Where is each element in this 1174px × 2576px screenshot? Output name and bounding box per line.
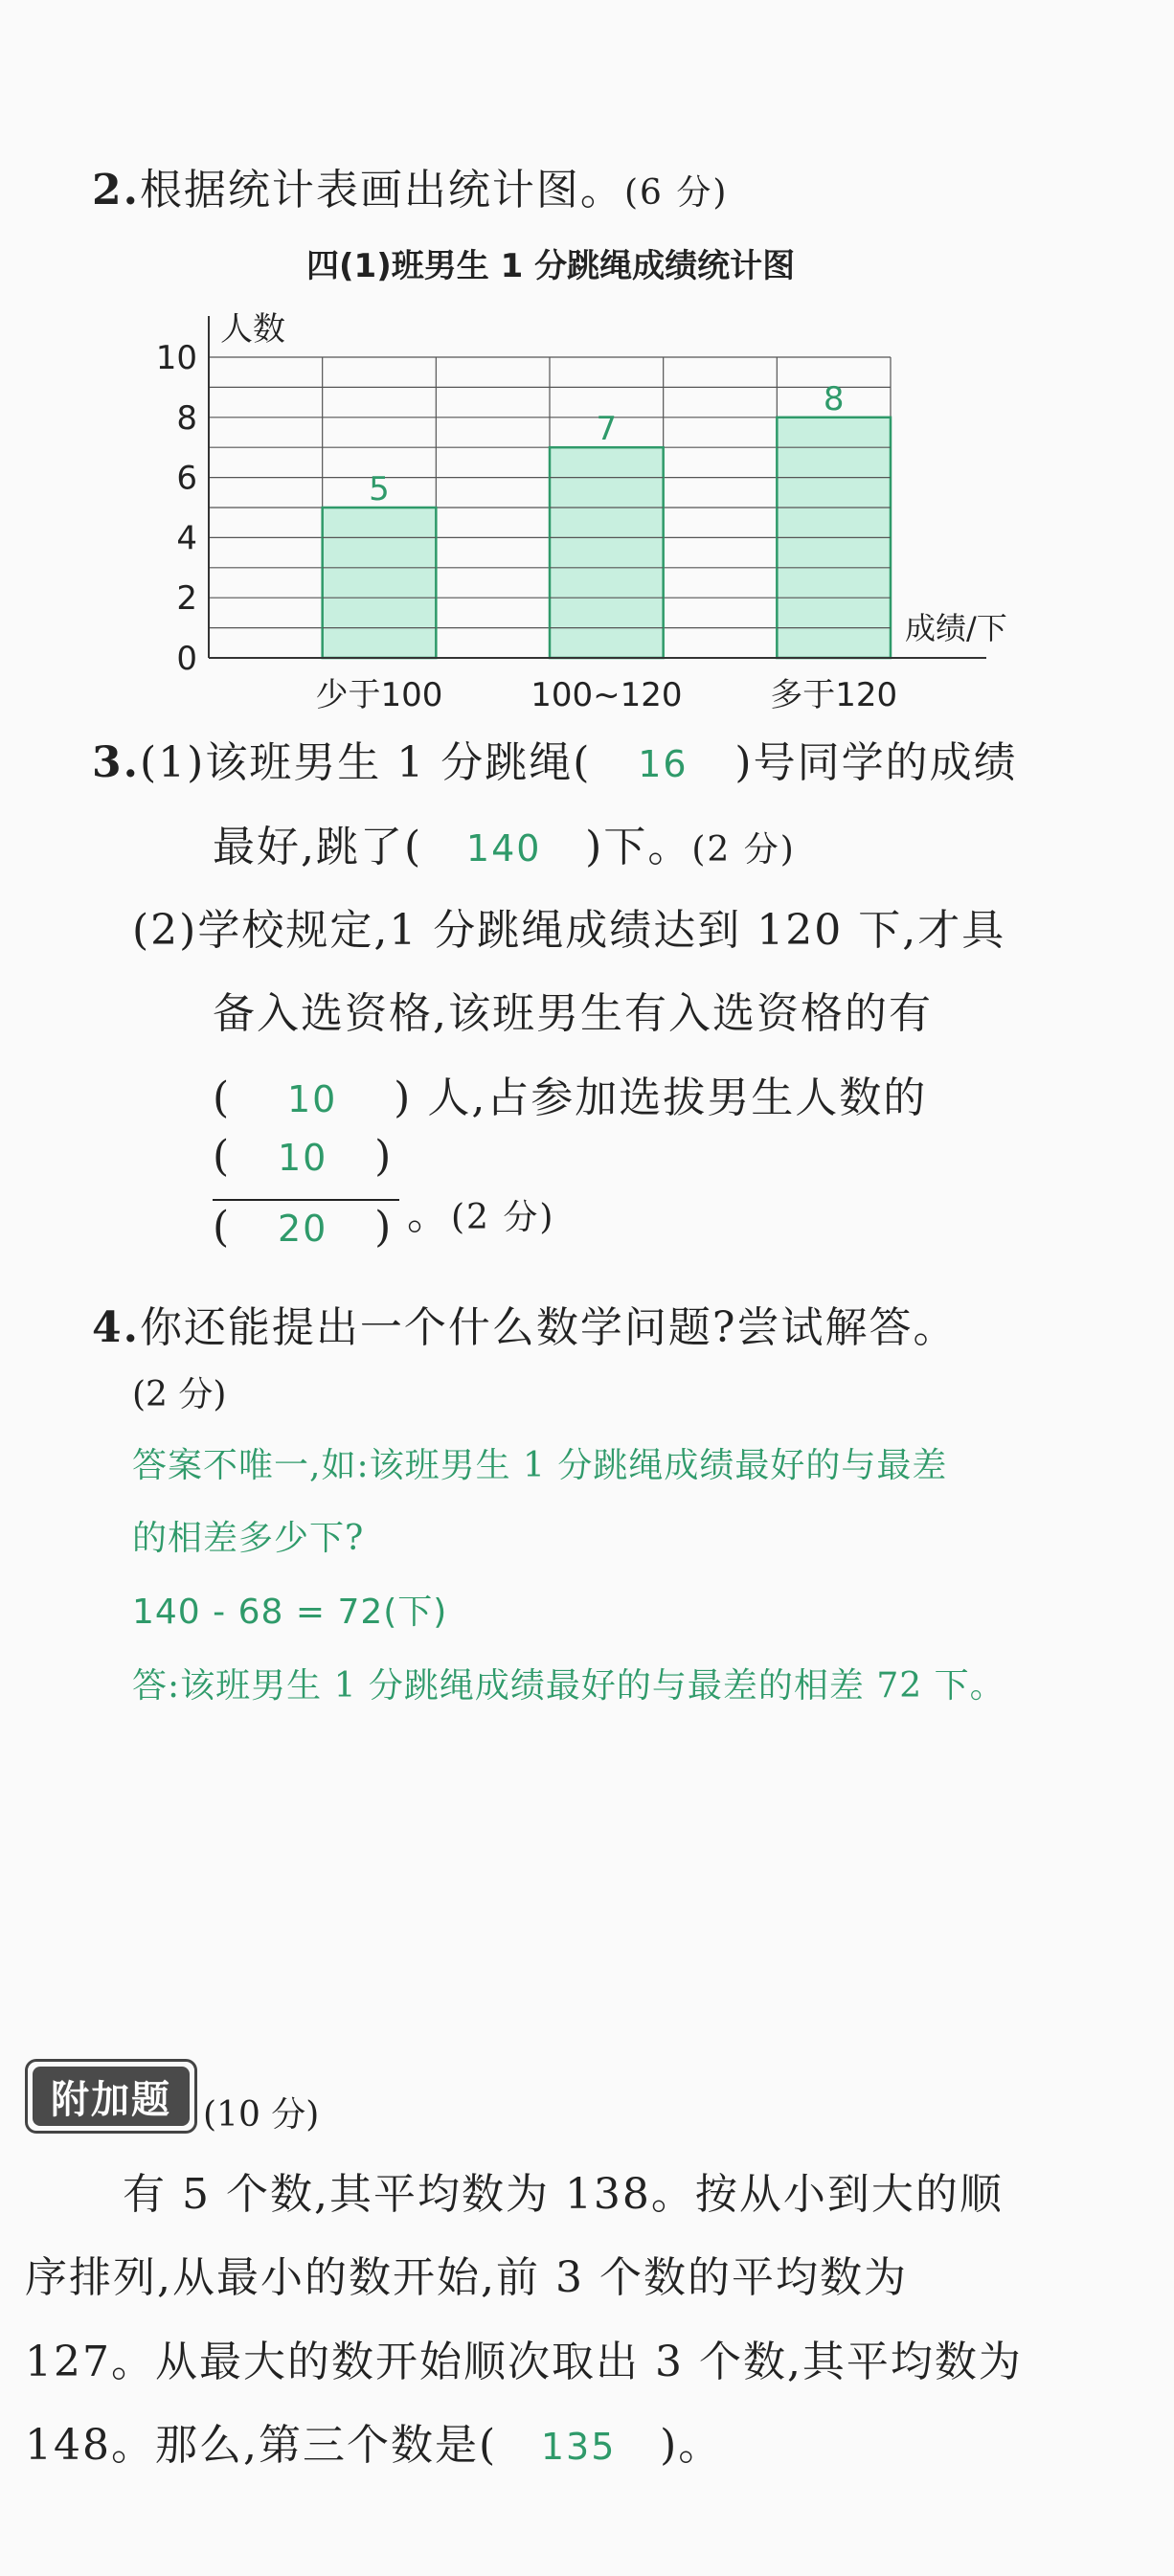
- q4-number: 4.: [92, 1303, 140, 1352]
- paren-open: (: [213, 1132, 232, 1181]
- paren-close: ): [374, 1203, 394, 1252]
- q4-heading: [92, 1293, 958, 1354]
- q2-heading: [92, 155, 728, 216]
- extra-points: (10 分): [203, 2095, 320, 2135]
- extra-line1: 有 5 个数,其平均数为 138。按从小到大的顺: [123, 2170, 1004, 2219]
- bar: [550, 447, 664, 658]
- y-axis-label: 人数: [220, 310, 285, 349]
- extra-question-tag-label: 附加题: [33, 2067, 190, 2126]
- extra-line4: [25, 2410, 722, 2472]
- q2-points: (6 分): [623, 173, 729, 213]
- bar: [323, 508, 437, 658]
- q3-part1-text-d: )下。: [585, 823, 692, 871]
- q3-part1-line2: [213, 812, 796, 873]
- y-tick-label: 4: [176, 519, 197, 558]
- extra-line3: 127。从最大的数开始顺次取出 3 个数,其平均数为: [25, 2338, 1023, 2386]
- answer-student-number: 16: [638, 743, 689, 785]
- q3-number: 3.: [92, 738, 140, 787]
- x-category-label: 100~120: [531, 676, 683, 713]
- q3-part2-line3: [213, 1063, 927, 1124]
- extra-line4-text-b: )。: [660, 2421, 723, 2470]
- q3-part2-line3-text: ) 人,占参加选拔男生人数的: [394, 1073, 928, 1122]
- answer-qualified-count: 10: [286, 1078, 338, 1120]
- q4-answer-line4: 答:该班男生 1 分跳绳成绩最好的与最差的相差 72 下。: [132, 1666, 1005, 1706]
- y-tick-label: 6: [176, 459, 197, 498]
- q4-points: (2 分): [132, 1375, 227, 1414]
- chart-y-ticks: [156, 339, 197, 678]
- q2-text: 根据统计表画出统计图。: [139, 166, 624, 215]
- q3-part1-text-c: 最好,跳了(: [213, 823, 423, 871]
- answer-jump-count: 140: [465, 827, 542, 870]
- chart-title: 四(1)班男生 1 分跳绳成绩统计图: [306, 247, 796, 285]
- q3-part2-period: 。: [407, 1190, 451, 1239]
- x-category-label: 多于120: [770, 676, 898, 713]
- bar-data-label: 7: [596, 410, 618, 449]
- q3-part1-line1: [92, 728, 1018, 789]
- y-tick-label: 10: [155, 339, 197, 377]
- q4-text: 你还能提出一个什么数学问题?尝试解答。: [139, 1303, 958, 1352]
- answer-third-number: 135: [540, 2426, 617, 2468]
- fraction-bar: [213, 1199, 399, 1201]
- bar-data-label: 5: [369, 470, 390, 508]
- chart-bars: [323, 380, 891, 658]
- q3-part1-text-b: )号同学的成绩: [734, 738, 1018, 787]
- q4-answer-line2: 的相差多少下?: [132, 1519, 365, 1558]
- fraction-denominator: [213, 1203, 393, 1252]
- q4-answer-line1: 答案不唯一,如:该班男生 1 分跳绳成绩最好的与最差: [132, 1446, 948, 1485]
- fraction-numerator: [213, 1132, 393, 1181]
- y-tick-label: 2: [176, 579, 197, 619]
- paren-close: ): [374, 1132, 394, 1181]
- q3-part1-points: (2 分): [691, 830, 796, 870]
- q3-part2-label: (2): [132, 906, 198, 955]
- q3-part2-line2: [213, 979, 933, 1040]
- q3-part1-text-a: 该班男生 1 分跳绳(: [205, 738, 592, 787]
- q3-part2-open: (: [213, 1073, 232, 1122]
- answer-fraction-numerator: 10: [277, 1137, 328, 1179]
- q2-number: 2.: [92, 166, 140, 215]
- answer-fraction-denominator: 20: [277, 1208, 328, 1250]
- q3-part2-line2-text: 备入选资格,该班男生有入选资格的有: [213, 989, 933, 1038]
- extra-line4-text-a: 148。那么,第三个数是(: [25, 2421, 498, 2470]
- q3-part2-line1: [132, 895, 1005, 957]
- q3-part2-tail: [407, 1180, 554, 1241]
- chart-x-categories: [316, 676, 898, 713]
- y-tick-label: 0: [176, 640, 197, 678]
- q3-part2-line1-text: 学校规定,1 分跳绳成绩达到 120 下,才具: [197, 906, 1006, 955]
- q3-part1-label: (1): [139, 738, 206, 787]
- bar-chart: [144, 302, 1053, 713]
- bar-data-label: 8: [823, 379, 845, 418]
- q3-part2-points: (2 分): [451, 1198, 555, 1237]
- x-category-label: 少于100: [315, 676, 443, 713]
- x-axis-label: 成绩/下: [905, 610, 1007, 646]
- q4-answer-line3: 140 - 68 = 72(下): [132, 1593, 448, 1632]
- extra-line2: 序排列,从最小的数开始,前 3 个数的平均数为: [25, 2253, 908, 2302]
- y-tick-label: 8: [176, 398, 197, 438]
- extra-question-tag: [25, 2059, 197, 2134]
- paren-open: (: [213, 1203, 232, 1252]
